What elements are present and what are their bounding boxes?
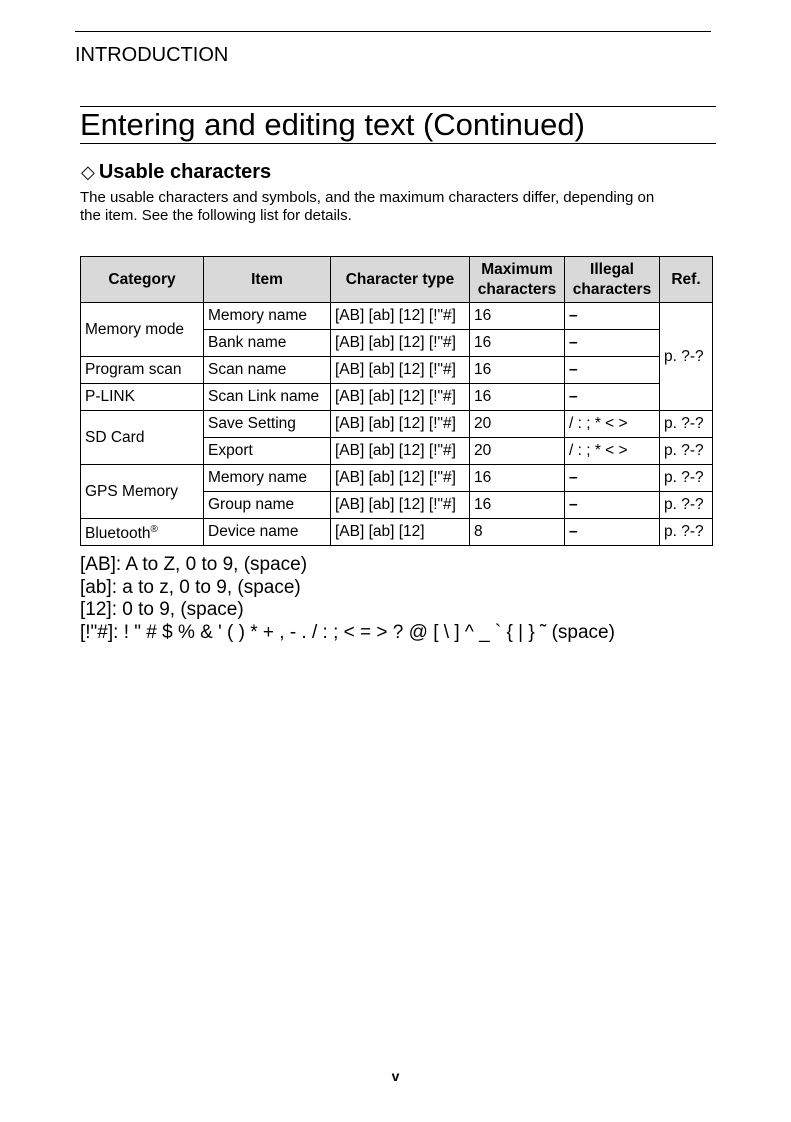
registered-mark: ®: [150, 523, 158, 535]
max-cell: 16: [470, 384, 565, 411]
item-cell: Memory name: [204, 465, 331, 492]
category-memory-mode: Memory mode: [81, 303, 204, 357]
header-illegal-line2: characters: [572, 280, 652, 298]
max-cell: 16: [470, 357, 565, 384]
header-item: Item: [204, 257, 331, 303]
intro-line-1: The usable characters and symbols, and the maximum characters differ, depending on: [80, 189, 655, 206]
char-type-cell: [AB] [ab] [12] [!"#]: [331, 384, 470, 411]
table-header-row: [81, 257, 713, 303]
max-cell: 20: [470, 438, 565, 465]
table-row: [81, 384, 713, 411]
table-row: [81, 303, 713, 330]
item-cell: Memory name: [204, 303, 331, 330]
diamond-icon: ◇: [81, 162, 95, 182]
header-maximum-characters: [470, 257, 565, 303]
illegal-cell: –: [565, 519, 660, 546]
item-cell: Bank name: [204, 330, 331, 357]
ref-cell: p. ?-?: [660, 465, 713, 492]
char-type-cell: [AB] [ab] [12] [!"#]: [331, 357, 470, 384]
header-illegal-characters: [565, 257, 660, 303]
subheading: [81, 160, 271, 184]
header-category: Category: [81, 257, 204, 303]
ref-cell: p. ?-?: [660, 411, 713, 438]
char-type-cell: [AB] [ab] [12] [!"#]: [331, 330, 470, 357]
illegal-cell: / : ; * < >: [565, 438, 660, 465]
max-cell: 16: [470, 492, 565, 519]
category-sd-card: SD Card: [81, 411, 204, 465]
char-type-cell: [AB] [ab] [12] [!"#]: [331, 465, 470, 492]
ref-cell: p. ?-?: [660, 492, 713, 519]
max-cell: 8: [470, 519, 565, 546]
illegal-cell: –: [565, 303, 660, 330]
header-rule: [75, 31, 711, 32]
header-character-type: Character type: [331, 257, 470, 303]
illegal-cell: –: [565, 357, 660, 384]
page-title: Entering and editing text (Continued): [80, 107, 585, 142]
intro-paragraph: [80, 189, 720, 225]
category-program-scan: Program scan: [81, 357, 204, 384]
max-cell: 16: [470, 330, 565, 357]
item-cell: Save Setting: [204, 411, 331, 438]
page-number: v: [391, 1068, 400, 1084]
char-type-cell: [AB] [ab] [12] [!"#]: [331, 438, 470, 465]
table-row: [81, 411, 713, 438]
max-cell: 20: [470, 411, 565, 438]
category-plink: P-LINK: [81, 384, 204, 411]
char-type-cell: [AB] [ab] [12] [!"#]: [331, 492, 470, 519]
illegal-cell: –: [565, 492, 660, 519]
header-max-line1: Maximum: [481, 260, 553, 278]
item-cell: Scan name: [204, 357, 331, 384]
illegal-cell: –: [565, 384, 660, 411]
legend-numbers: [12]: 0 to 9, (space): [80, 599, 244, 620]
intro-line-2: the item. See the following list for details.: [80, 207, 352, 224]
illegal-cell: / : ; * < >: [565, 411, 660, 438]
header-illegal-line1: Illegal: [590, 260, 634, 278]
category-gps-memory: GPS Memory: [81, 465, 204, 519]
header-max-line2: characters: [477, 280, 557, 298]
table-row: [81, 465, 713, 492]
max-cell: 16: [470, 303, 565, 330]
illegal-cell: –: [565, 465, 660, 492]
header-ref: Ref.: [660, 257, 713, 303]
legend-symbols: [!"#]: ! " # $ % & ' ( ) * + , - . / : ; < = > ? @ [ \ ] ^ _ ` { | } ˜ (space): [80, 621, 615, 643]
item-cell: Group name: [204, 492, 331, 519]
bluetooth-label: Bluetooth: [85, 525, 151, 543]
item-cell: Export: [204, 438, 331, 465]
table-row: [81, 519, 713, 546]
ref-cell-shared: p. ?-?: [660, 303, 713, 411]
char-type-cell: [AB] [ab] [12] [!"#]: [331, 411, 470, 438]
subheading-text: Usable characters: [98, 161, 272, 183]
legend-lowercase: [ab]: a to z, 0 to 9, (space): [80, 576, 301, 598]
category-bluetooth: [81, 519, 204, 546]
char-type-cell: [AB] [ab] [12] [!"#]: [331, 303, 470, 330]
usable-characters-table: [80, 256, 713, 546]
max-cell: 16: [470, 465, 565, 492]
item-cell: Scan Link name: [204, 384, 331, 411]
ref-cell: p. ?-?: [660, 438, 713, 465]
section-header: INTRODUCTION: [75, 44, 229, 66]
table-row: [81, 357, 713, 384]
item-cell: Device name: [204, 519, 331, 546]
char-type-cell: [AB] [ab] [12]: [331, 519, 470, 546]
legend-uppercase: [AB]: A to Z, 0 to 9, (space): [80, 554, 308, 575]
illegal-cell: –: [565, 330, 660, 357]
character-legend: [80, 554, 615, 644]
title-rule-bottom: [80, 143, 716, 144]
ref-cell: p. ?-?: [660, 519, 713, 546]
